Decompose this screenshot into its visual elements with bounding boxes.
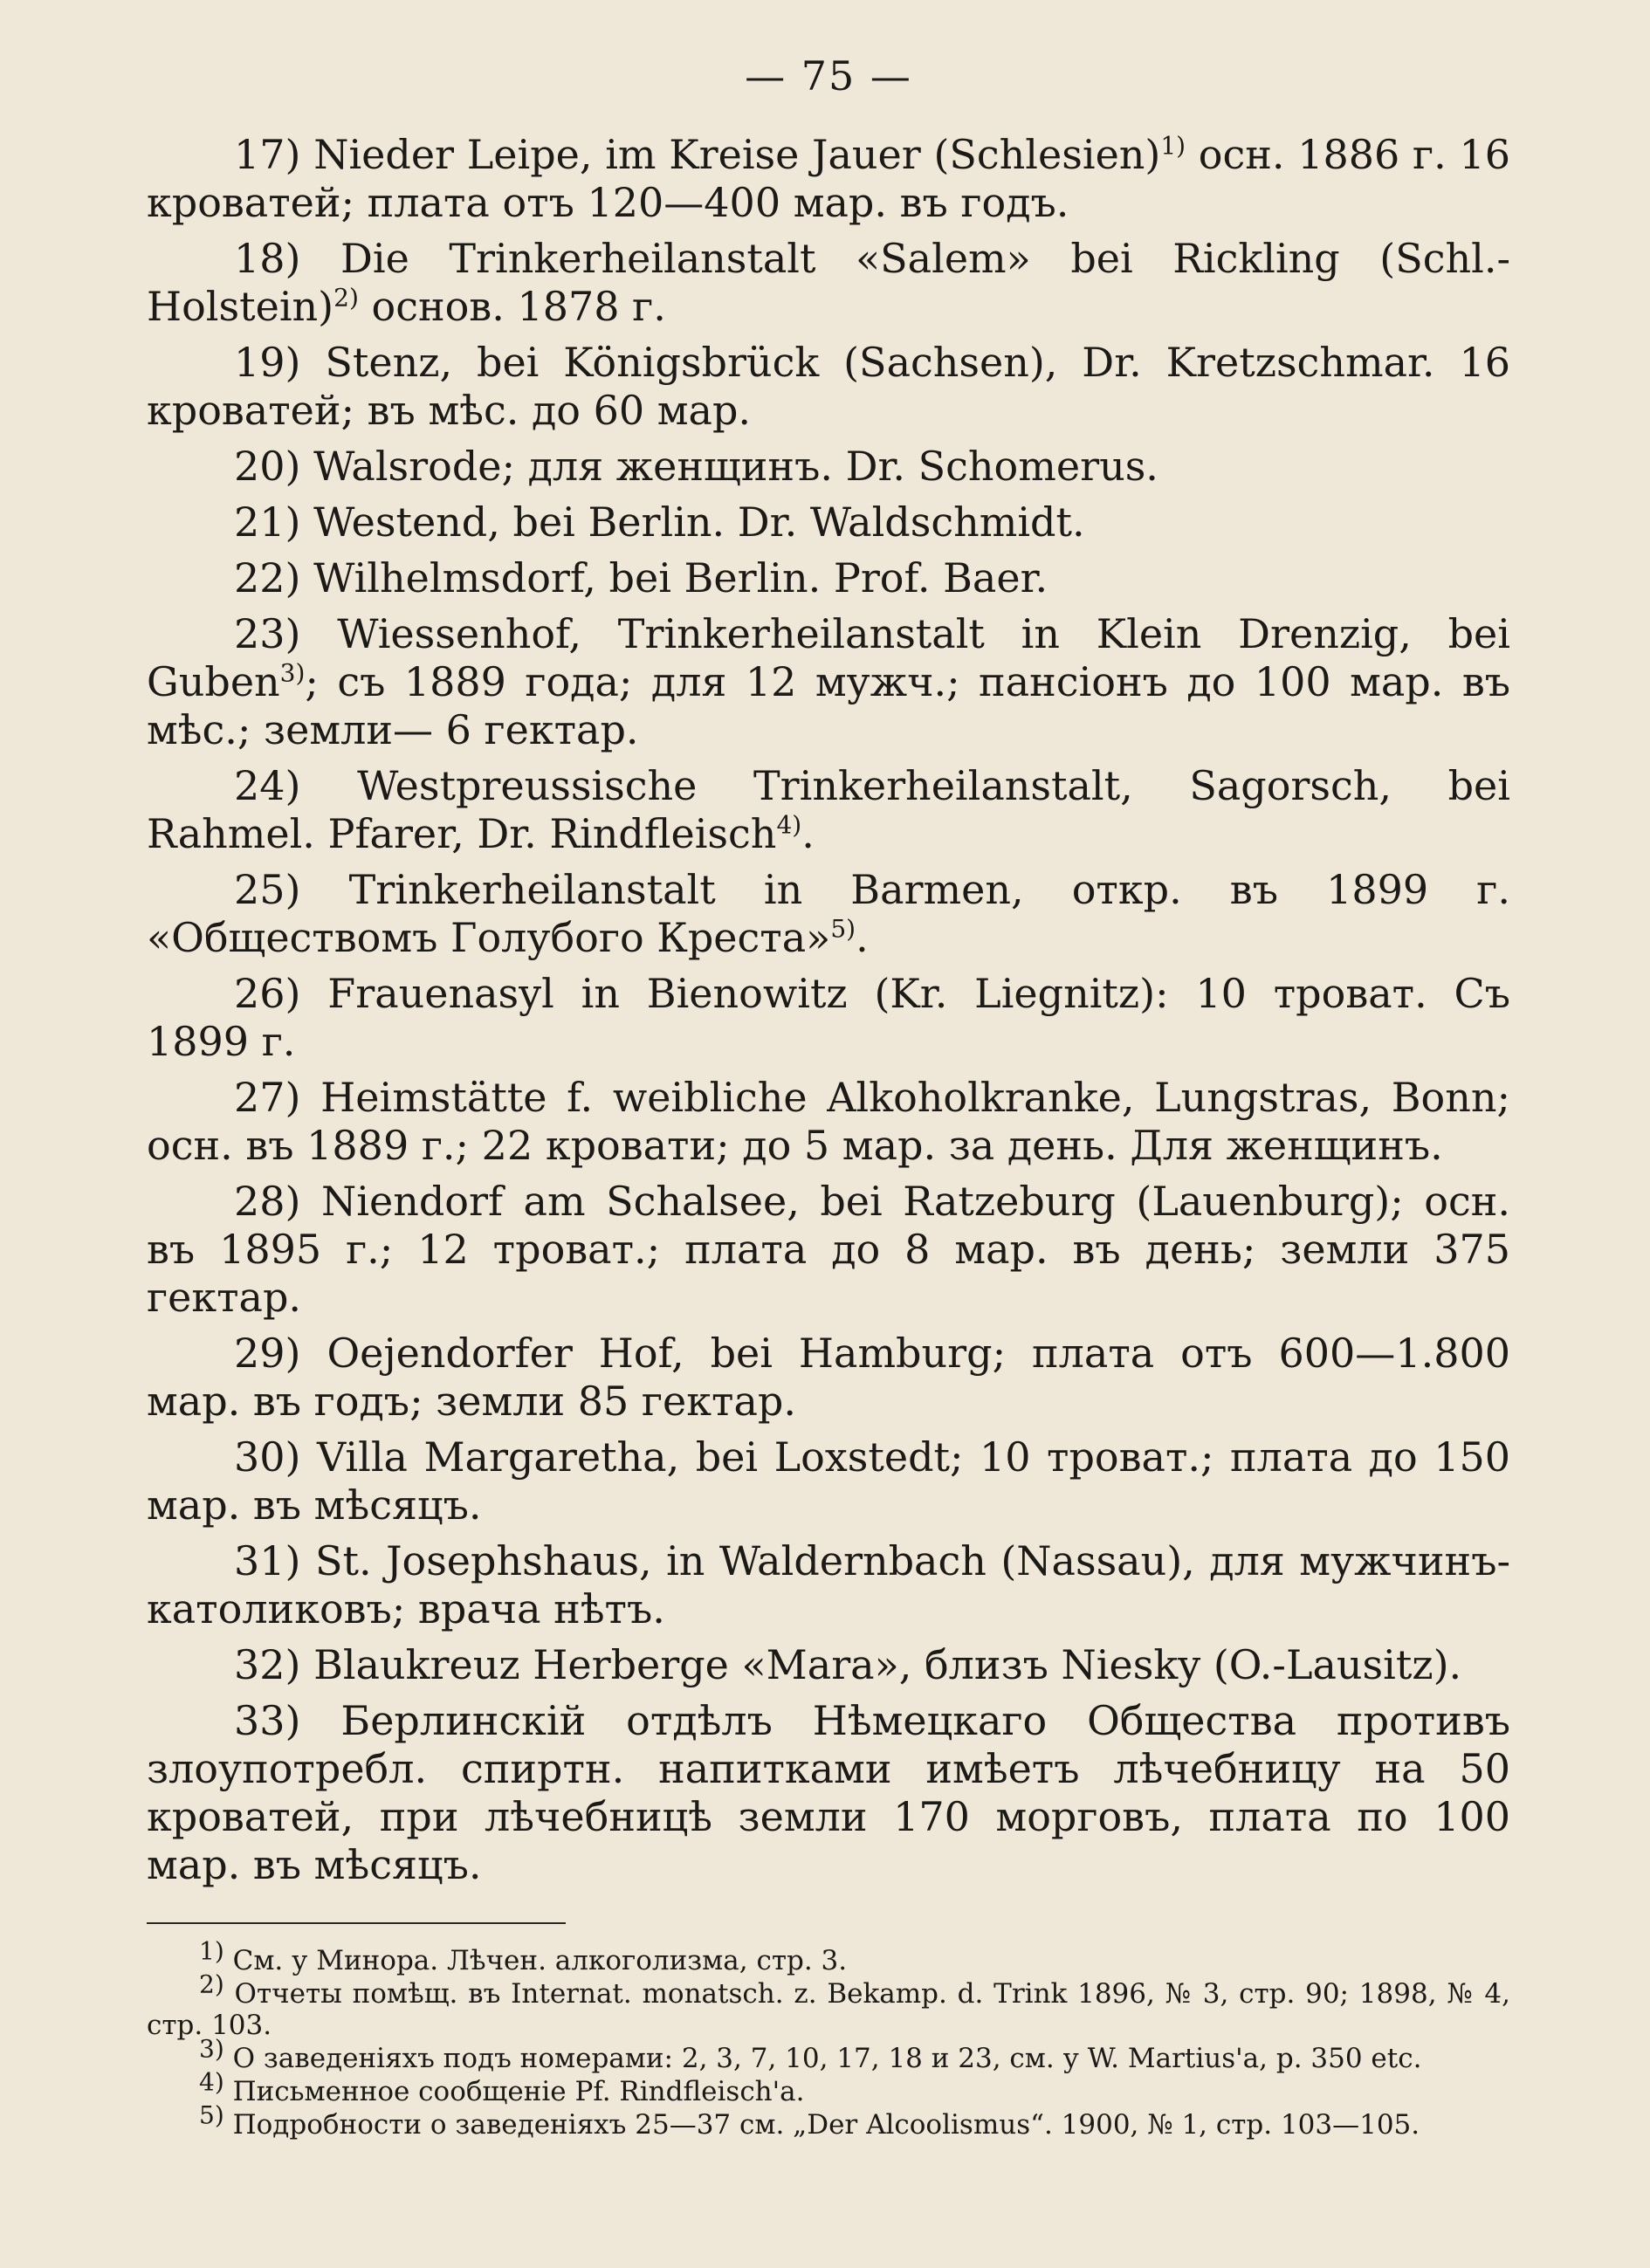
footnote-text: О заведеніяхъ подъ номерами: 2, 3, 7, 10, 17, 18 и 23, см. у W. Martius'a, p. 350 etc. [223,2043,1422,2074]
entry-number: 32) [234,1641,314,1688]
entry-number: 18) [234,235,341,282]
footnote-mark: 2) [199,1969,224,1999]
entry-number: 28) [234,1178,322,1225]
footnote [147,2067,1510,2107]
entry-text: Wiessenhof, Trinkerheilanstalt in Klein Drenzig, bei Guben [147,610,1510,705]
list-item [147,1433,1510,1529]
list-item [147,1697,1510,1889]
list-item [147,970,1510,1066]
footnote [147,1936,1510,1976]
footnote [147,1969,1510,2041]
list-item [147,131,1510,227]
entry-text: Trinkerheilanstalt in Barmen, откр. въ 1899 г. «Обществомъ Голубого Креста» [147,866,1510,961]
footnote-reference: 5) [830,914,856,944]
footnote-reference: 1) [1160,131,1186,161]
list-item [147,1074,1510,1170]
entry-number: 17) [234,131,314,178]
entry-text: Nieder Leipe, im Kreise Jauer (Schlesien) [313,131,1161,178]
entry-number: 29) [234,1330,327,1377]
entry-text: Walsrode; для женщинъ. Dr. Schomerus. [313,443,1158,490]
footnote-mark: 4) [199,2067,224,2097]
entry-text: Wilhelmsdorf, bei Berlin. Prof. Baer. [313,554,1048,601]
entry-text-continued: . [856,914,869,961]
page-number: — 75 — [745,52,912,100]
entry-list [147,131,1510,1889]
footnote-reference: 4) [776,810,802,840]
entry-number: 19) [234,339,326,386]
entry-number: 24) [234,762,358,809]
entry-text: Blaukreuz Herberge «Mara», близъ Niesky (O.-Lausitz). [313,1641,1462,1688]
entry-number: 27) [234,1074,321,1121]
footnote-mark: 1) [199,1936,224,1966]
footnote-text: См. у Минора. Лѣчен. алкоголизма, стр. 3. [223,1945,848,1976]
footnote-text: Отчеты помѣщ. въ Internat. monatsch. z. Bekamp. d. Trink 1896, № 3, стр. 90; 1898, № 4, стр. 103. [147,1978,1510,2041]
entry-text: Villa Margaretha, bei Loxstedt; 10 троват.; плата до 150 мар. въ мѣсяцъ. [147,1433,1510,1529]
footnote [147,2034,1510,2074]
list-item [147,762,1510,858]
entry-text-continued: осн. 1886 г. 16 кроватей; плата отъ 120—400 мар. въ годъ. [147,131,1510,226]
footnote-reference: 3) [279,658,306,688]
entry-number: 22) [234,554,314,601]
entry-text: Die Trinkerheilanstalt «Salem» bei Rickling (Schl.-Holstein) [147,235,1510,330]
entry-text: Oejendorfer Hof, bei Hamburg; плата отъ 600—1.800 мар. въ годъ; земли 85 гектар. [147,1330,1510,1425]
entry-number: 20) [234,443,314,490]
entry-number: 26) [234,970,328,1017]
entry-text: Niendorf am Schalsee, bei Ratzeburg (Lauenburg); осн. въ 1895 г.; 12 троват.; плата до 8 мар. въ день; земли 375 гектар. [147,1178,1511,1321]
entry-text-continued: ; съ 1889 года; для 12 мужч.; пансіонъ до 100 мар. въ мѣс.; земли— 6 гектар. [147,658,1510,753]
list-item [147,235,1510,331]
entry-text: Heimstätte f. weibliche Alkoholkranke, Lungstras, Bonn; осн. въ 1889 г.; 22 кровати; до 5 мар. за день. Для женщинъ. [147,1074,1510,1169]
list-item [147,443,1510,491]
entry-number: 33) [234,1697,341,1744]
list-item [147,866,1510,962]
entry-text-continued: . [801,810,815,857]
footnote-text: Подробности о заведеніяхъ 25—37 см. „Der Alcoolismus“. 1900, № 1, стр. 103—105. [223,2109,1420,2141]
footnote-mark: 3) [199,2034,224,2064]
entry-number: 23) [234,610,338,657]
entry-text: Stenz, bei Königsbrück (Sachsen), Dr. Kretzschmar. 16 кроватей; въ мѣс. до 60 мар. [147,339,1510,434]
entry-text: Frauenasyl in Bienowitz (Kr. Liegnitz): 10 троват. Съ 1899 г. [147,970,1510,1065]
list-item [147,498,1510,546]
footnote-divider [147,1922,566,1924]
list-item [147,1537,1510,1633]
entry-number: 25) [234,866,349,913]
list-item [147,610,1510,754]
footnote-list [147,1936,1510,2141]
entry-number: 31) [234,1537,315,1584]
list-item [147,554,1510,602]
list-item [147,339,1510,435]
footnote [147,2100,1510,2141]
footnote-mark: 5) [199,2100,224,2130]
entry-number: 30) [234,1433,317,1481]
entry-text: Westend, bei Berlin. Dr. Waldschmidt. [313,498,1085,546]
footnote-text: Письменное сообщеніе Pf. Rindfleisch'a. [223,2076,805,2107]
list-item [147,1330,1510,1426]
list-item [147,1641,1510,1689]
entry-text: St. Josephshaus, in Waldernbach (Nassau), для мужчинъ-католиковъ; врача нѣтъ. [147,1537,1511,1632]
entry-number: 21) [234,498,314,546]
entry-text: Westpreussische Trinkerheilanstalt, Sagorsch, bei Rahmel. Pfarer, Dr. Rindfleisch [147,762,1510,857]
entry-text-continued: основ. 1878 г. [358,283,666,330]
footnote-reference: 2) [333,283,359,313]
entry-text: Берлинскій отдѣлъ Нѣмецкаго Общества противъ злоупотребл. спиртн. напитками имѣетъ лѣчебницу на 50 кроватей, при лѣчебницѣ земли 170 морговъ, плата по 100 мар. въ мѣсяцъ. [147,1697,1510,1888]
list-item [147,1178,1510,1322]
